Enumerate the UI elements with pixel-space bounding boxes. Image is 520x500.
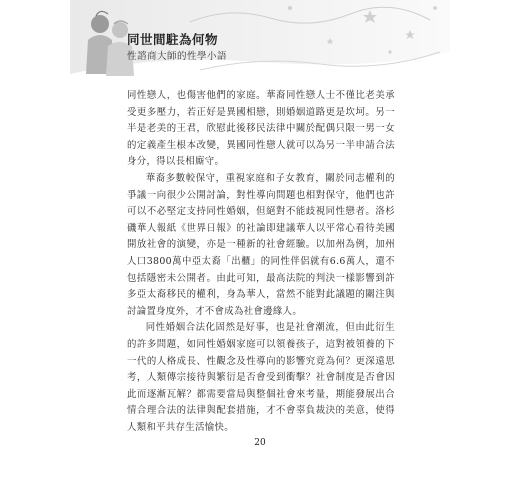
paragraph-2: 華裔多數較保守，重視家庭和子女教育，關於同志權利的爭議一向很少公開討論，對性導向問題也相對保守，他們也許可以不必堅定支持同性婚姻，但絕對不能歧視同性戀者。洛杉磯華人報紙《世界日報》的社論即建議華人以平常心看待美國開放社會的演變，亦是一種新的社會經驗。以加州為例，加州人口3800萬中亞太裔「出櫃」的同性伴侶就有6.6萬人，還不包括隱密未公開者。由此可知，最高法院的判決一樣影響到許多亞太裔移民的權利，身為華人，當然不能對此議題的關注與討論置身度外，才不會成為社會邊緣人。 <box>127 172 395 317</box>
paragraph-1: 同性戀人，也傷害他們的家庭。華裔同性戀人士不僅比老美承受更多壓力，若正好是異國相戀，則婚姻道路更是坎坷。另一半是老美的王君，欣慰此後移民法律中關於配偶只限一男一女的定義產生根本改變，異國同性戀人就可以為另一半申請合法身分，得以長相廝守。 <box>127 90 395 168</box>
running-header-subtitle: 性諮商大師的性學小語 <box>127 51 228 62</box>
running-header-title: 同世間駐為何物 <box>127 32 219 47</box>
body-text <box>127 88 395 436</box>
paragraph-3: 同性婚姻合法化固然是好事，也是社會潮流，但由此衍生的許多問題，如同性婚姻家庭可以領養孩子，這對被領養的下一代的人格成長、性觀念及性導向的影響究竟為何？更深遠思考，人類傳宗接待與繁衍是否會受到衝擊？社會制度是否會因此而逐漸瓦解？都需要當局與整個社會來考量，期能發展出合情合理合法的法律與配套措施，才不會辜負裁決的美意，使得人類和平共存生活愉快。 <box>127 322 395 433</box>
page-number: 20 <box>254 438 266 448</box>
header-decoration <box>70 0 450 78</box>
